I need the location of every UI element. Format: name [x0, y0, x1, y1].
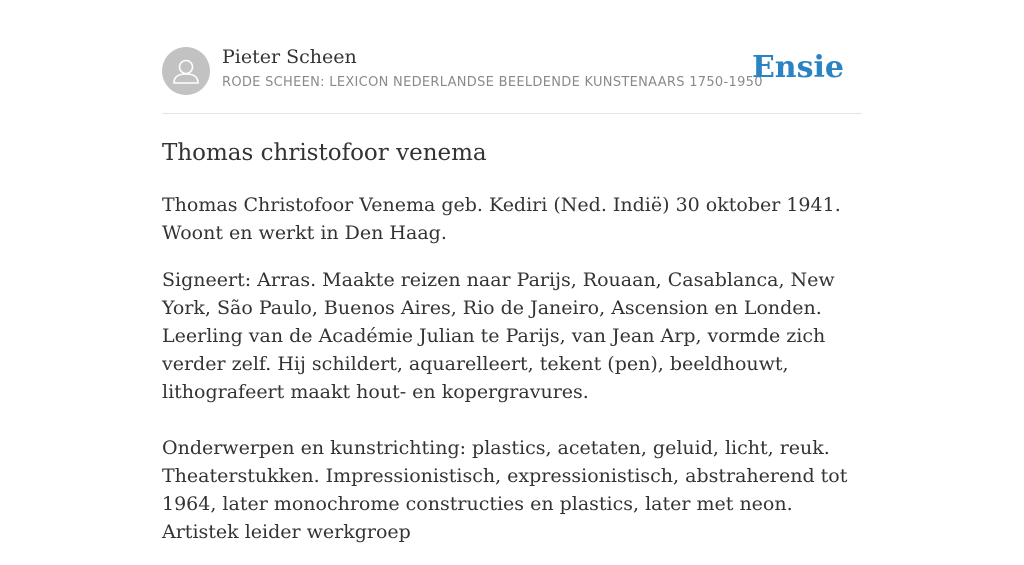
- article-paragraph: Onderwerpen en kunstrichting: plastics, acetaten, geluid, licht, reuk. Theaterstukken. Impressionistisch, expressionistisch, abstraherend tot 1964, later monochrome constructies en plastics, later met neon. Artistek leider werkgroep: [162, 437, 848, 543]
- article-paragraph: Thomas Christofoor Venema geb. Kediri (Ned. Indië) 30 oktober 1941. Woont en werkt in Den Haag.: [162, 194, 841, 244]
- article-body: [162, 137, 862, 565]
- user-silhouette-icon: [162, 47, 210, 95]
- header-divider: [162, 113, 862, 114]
- article-paragraph: Signeert: Arras. Maakte reizen naar Parijs, Rouaan, Casablanca, New York, São Paulo, Buenos Aires, Rio de Janeiro, Ascension en Londen. Leerling van de Académie Julian te Parijs, van Jean Arp, vormde zich verder zelf. Hij schildert, aquarelleert, tekent (pen), beeldhouwt, lithografeert maakt hout- en kopergravures.: [162, 269, 835, 403]
- article-header: [162, 46, 862, 96]
- ensie-logo[interactable]: Ensie: [751, 50, 844, 85]
- source-title[interactable]: RODE SCHEEN: LEXICON NEDERLANDSE BEELDENDE KUNSTENAARS 1750-1950: [222, 75, 763, 90]
- avatar[interactable]: [162, 47, 210, 95]
- author-name[interactable]: Pieter Scheen: [222, 46, 357, 68]
- article-title: Thomas christofoor venema: [162, 140, 487, 166]
